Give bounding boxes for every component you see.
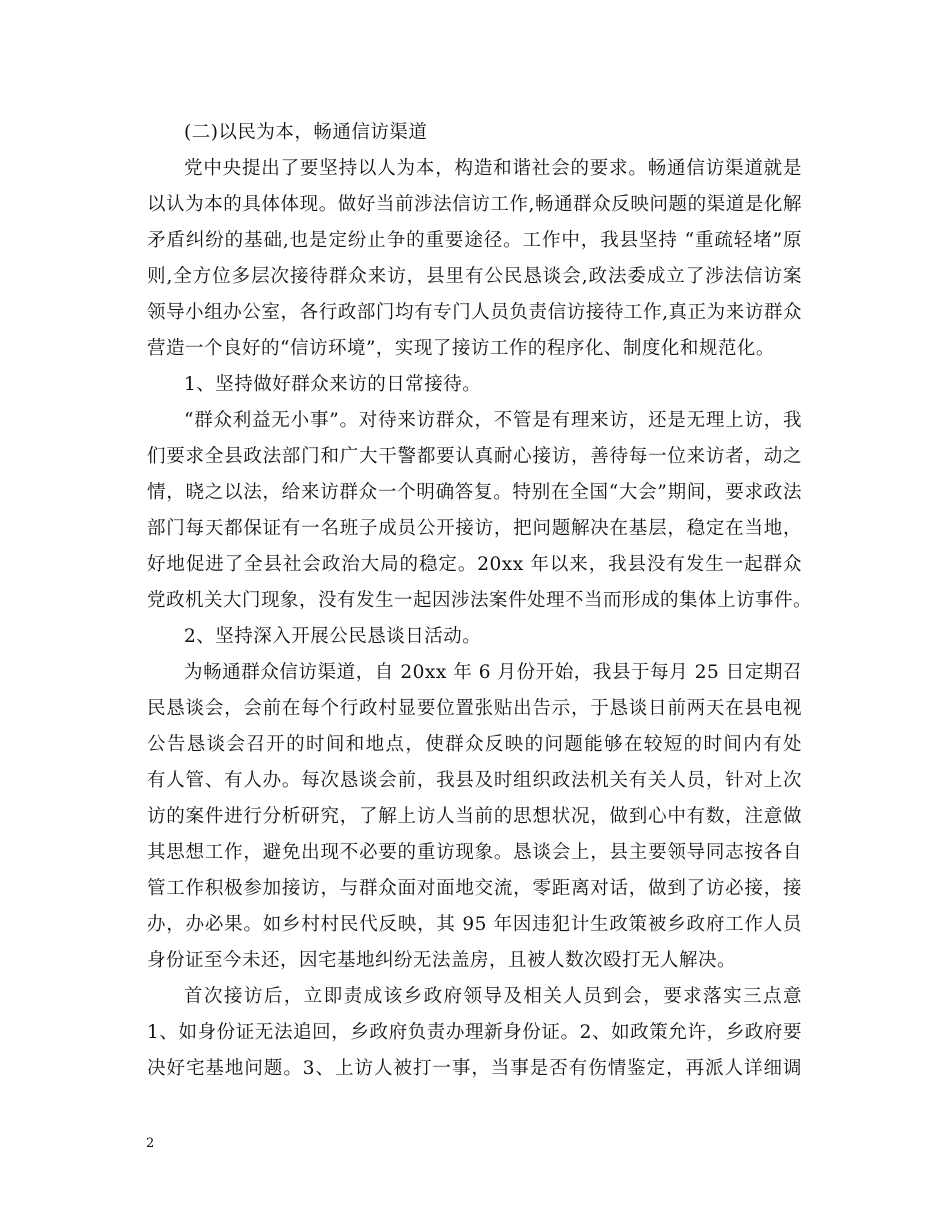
text-line: 首次接访后，立即责成该乡政府领导及相关人员到会，要求落实三点意 xyxy=(184,986,802,1007)
text-line: 民恳谈会，会前在每个行政村显要位置张贴出告示，于恳谈日前两天在县电视 xyxy=(147,698,802,719)
document-body xyxy=(147,115,813,1087)
text-line: 访的案件进行分析研究，了解上访人当前的思想状况，做到心中有数，注意做 xyxy=(147,806,802,827)
text-line: 以认为本的具体体现。做好当前涉法信访工作,畅通群众反映问题的渠道是化解 xyxy=(147,194,802,215)
text-line: 有人管、有人办。每次恳谈会前，我县及时组织政法机关有关人员，针对上次 xyxy=(147,770,802,791)
text-line: 好地促进了全县社会政治大局的稳定。20xx 年以来，我县没有发生一起群众 xyxy=(147,554,802,575)
text-line: “群众利益无小事”。对待来访群众，不管是有理来访，还是无理上访，我 xyxy=(184,410,802,431)
text-line: 们要求全县政法部门和广大干警都要认真耐心接访，善待每一位来访者，动之 xyxy=(147,446,802,467)
text-line: 矛盾纠纷的基础,也是定纷止争的重要途径。工作中，我县坚持 “重疏轻堵”原 xyxy=(147,230,802,251)
page-number: 2 xyxy=(146,1136,155,1151)
text-line: (二)以民为本，畅通信访渠道 xyxy=(184,122,428,143)
text-line: 公告恳谈会召开的时间和地点，使群众反映的问题能够在较短的时间内有处 xyxy=(147,734,802,755)
text-line: 其思想工作，避免出现不必要的重访现象。恳谈会上，县主要领导同志按各自 xyxy=(147,842,802,863)
text-line: 决好宅基地问题。3、上访人被打一事，当事是否有伤情鉴定，再派人详细调 xyxy=(147,1058,802,1079)
text-line: 领导小组办公室，各行政部门均有专门人员负责信访接待工作,真正为来访群众 xyxy=(147,302,802,323)
text-line: 部门每天都保证有一名班子成员公开接访，把问题解决在基层，稳定在当地， xyxy=(147,518,802,539)
text-line: 1、如身份证无法追回，乡政府负责办理新身份证。2、如政策允许，乡政府要 xyxy=(147,1022,802,1043)
text-line: 营造一个良好的“信访环境”，实现了接访工作的程序化、制度化和规范化。 xyxy=(147,338,775,359)
text-line: 管工作积极参加接访，与群众面对面地交流，零距离对话，做到了访必接，接 xyxy=(147,878,802,899)
text-line: 党中央提出了要坚持以人为本，构造和谐社会的要求。畅通信访渠道就是 xyxy=(184,158,802,179)
text-line: 2、坚持深入开展公民恳谈日活动。 xyxy=(184,626,482,647)
text-line: 身份证至今未还，因宅基地纠纷无法盖房，且被人数次殴打无人解决。 xyxy=(147,950,737,971)
text-line: 办，办必果。如乡村村民代反映，其 95 年因违犯计生政策被乡政府工作人员 xyxy=(147,914,802,935)
text-line: 情，晓之以法，给来访群众一个明确答复。特别在全国“大会”期间，要求政法 xyxy=(147,482,802,503)
text-line: 党政机关大门现象，没有发生一起因涉法案件处理不当而形成的集体上访事件。 xyxy=(147,590,813,611)
text-line: 则,全方位多层次接待群众来访，县里有公民恳谈会,政法委成立了涉法信访案 xyxy=(147,266,802,287)
text-line: 为畅通群众信访渠道，自 20xx 年 6 月份开始，我县于每月 25 日定期召 xyxy=(184,662,802,683)
text-line: 1、坚持做好群众来访的日常接待。 xyxy=(184,374,482,395)
